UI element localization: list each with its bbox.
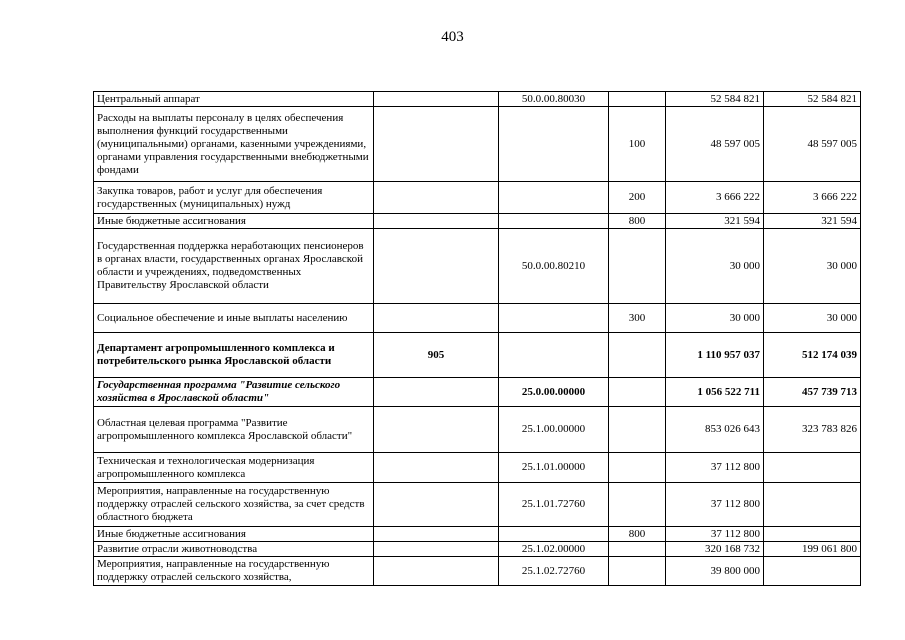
row-cs-cell: 25.1.01.72760 — [499, 483, 609, 527]
row-vr-cell — [609, 557, 666, 586]
table-row — [94, 453, 861, 483]
row-sum1-cell: 320 168 732 — [666, 542, 764, 557]
table-row — [94, 333, 861, 378]
row-vr-cell — [609, 92, 666, 107]
row-name-cell: Социальное обеспечение и иные выплаты населению — [94, 304, 374, 333]
row-cs-cell — [499, 182, 609, 214]
row-name-cell: Развитие отрасли животноводства — [94, 542, 374, 557]
row-sum1-cell: 3 666 222 — [666, 182, 764, 214]
table-row — [94, 214, 861, 229]
row-vr-cell: 300 — [609, 304, 666, 333]
row-vr-cell: 800 — [609, 527, 666, 542]
table-row — [94, 229, 861, 304]
row-cs-cell: 25.1.02.72760 — [499, 557, 609, 586]
row-gr-cell — [374, 483, 499, 527]
table-row — [94, 92, 861, 107]
row-name-cell: Департамент агропромышленного комплекса и потребительского рынка Ярославской области — [94, 333, 374, 378]
row-vr-cell — [609, 483, 666, 527]
row-cs-cell — [499, 107, 609, 182]
row-sum1-cell: 37 112 800 — [666, 453, 764, 483]
row-name-cell: Иные бюджетные ассигнования — [94, 527, 374, 542]
row-cs-cell: 50.0.00.80210 — [499, 229, 609, 304]
row-vr-cell: 100 — [609, 107, 666, 182]
row-name-cell: Областная целевая программа "Развитие агропромышленного комплекса Ярославской области" — [94, 407, 374, 453]
row-vr-cell: 800 — [609, 214, 666, 229]
row-sum2-cell — [764, 453, 861, 483]
row-gr-cell: 905 — [374, 333, 499, 378]
row-gr-cell — [374, 304, 499, 333]
row-sum2-cell — [764, 557, 861, 586]
row-gr-cell — [374, 453, 499, 483]
page-number: 403 — [441, 29, 464, 45]
row-gr-cell — [374, 92, 499, 107]
row-sum2-cell: 30 000 — [764, 229, 861, 304]
row-gr-cell — [374, 557, 499, 586]
row-cs-cell: 25.1.00.00000 — [499, 407, 609, 453]
row-sum2-cell: 512 174 039 — [764, 333, 861, 378]
table-row — [94, 557, 861, 586]
row-cs-cell: 25.1.02.00000 — [499, 542, 609, 557]
row-name-cell: Мероприятия, направленные на государственную поддержку отраслей сельского хозяйства, — [94, 557, 374, 586]
row-gr-cell — [374, 378, 499, 407]
row-sum2-cell — [764, 527, 861, 542]
row-sum2-cell — [764, 483, 861, 527]
row-sum2-cell: 321 594 — [764, 214, 861, 229]
row-sum1-cell: 30 000 — [666, 304, 764, 333]
row-gr-cell — [374, 107, 499, 182]
table-row — [94, 107, 861, 182]
row-name-cell: Государственная поддержка неработающих пенсионеров в органах власти, государственных органах Ярославской области и учреждениях, подведомственных Правительству Ярославской области — [94, 229, 374, 304]
row-sum1-cell: 52 584 821 — [666, 92, 764, 107]
row-vr-cell — [609, 378, 666, 407]
row-name-cell: Государственная программа "Развитие сельского хозяйства в Ярославской области" — [94, 378, 374, 407]
row-name-cell: Мероприятия, направленные на государственную поддержку отраслей сельского хозяйства, за счет средств областного бюджета — [94, 483, 374, 527]
row-name-cell: Закупка товаров, работ и услуг для обеспечения государственных (муниципальных) нужд — [94, 182, 374, 214]
row-sum2-cell: 30 000 — [764, 304, 861, 333]
row-cs-cell: 25.1.01.00000 — [499, 453, 609, 483]
row-gr-cell — [374, 214, 499, 229]
row-cs-cell — [499, 214, 609, 229]
table-row — [94, 483, 861, 527]
row-sum2-cell: 52 584 821 — [764, 92, 861, 107]
row-sum2-cell: 3 666 222 — [764, 182, 861, 214]
row-name-cell: Иные бюджетные ассигнования — [94, 214, 374, 229]
row-cs-cell: 50.0.00.80030 — [499, 92, 609, 107]
row-sum1-cell: 37 112 800 — [666, 483, 764, 527]
row-vr-cell — [609, 229, 666, 304]
row-name-cell: Техническая и технологическая модернизация агропромышленного комплекса — [94, 453, 374, 483]
table-row — [94, 527, 861, 542]
table-row — [94, 304, 861, 333]
row-sum2-cell: 457 739 713 — [764, 378, 861, 407]
row-vr-cell — [609, 407, 666, 453]
row-sum2-cell: 199 061 800 — [764, 542, 861, 557]
row-sum2-cell: 323 783 826 — [764, 407, 861, 453]
row-cs-cell: 25.0.00.00000 — [499, 378, 609, 407]
table-row — [94, 407, 861, 453]
row-name-cell: Центральный аппарат — [94, 92, 374, 107]
row-gr-cell — [374, 182, 499, 214]
row-vr-cell — [609, 542, 666, 557]
row-sum1-cell: 1 056 522 711 — [666, 378, 764, 407]
row-sum1-cell: 321 594 — [666, 214, 764, 229]
row-gr-cell — [374, 542, 499, 557]
row-sum1-cell: 48 597 005 — [666, 107, 764, 182]
row-cs-cell — [499, 304, 609, 333]
row-gr-cell — [374, 229, 499, 304]
row-vr-cell: 200 — [609, 182, 666, 214]
budget-table — [93, 91, 861, 586]
budget-table-body — [94, 92, 861, 586]
table-row — [94, 378, 861, 407]
row-sum2-cell: 48 597 005 — [764, 107, 861, 182]
row-gr-cell — [374, 527, 499, 542]
table-row — [94, 542, 861, 557]
row-cs-cell — [499, 527, 609, 542]
row-vr-cell — [609, 333, 666, 378]
row-sum1-cell: 853 026 643 — [666, 407, 764, 453]
row-sum1-cell: 1 110 957 037 — [666, 333, 764, 378]
row-sum1-cell: 37 112 800 — [666, 527, 764, 542]
row-sum1-cell: 39 800 000 — [666, 557, 764, 586]
row-cs-cell — [499, 333, 609, 378]
row-sum1-cell: 30 000 — [666, 229, 764, 304]
row-gr-cell — [374, 407, 499, 453]
row-name-cell: Расходы на выплаты персоналу в целях обеспечения выполнения функций государственными (муниципальными) органами, казенными учреждениями, органами управления государственными внебюджетными фондами — [94, 107, 374, 182]
table-row — [94, 182, 861, 214]
row-vr-cell — [609, 453, 666, 483]
